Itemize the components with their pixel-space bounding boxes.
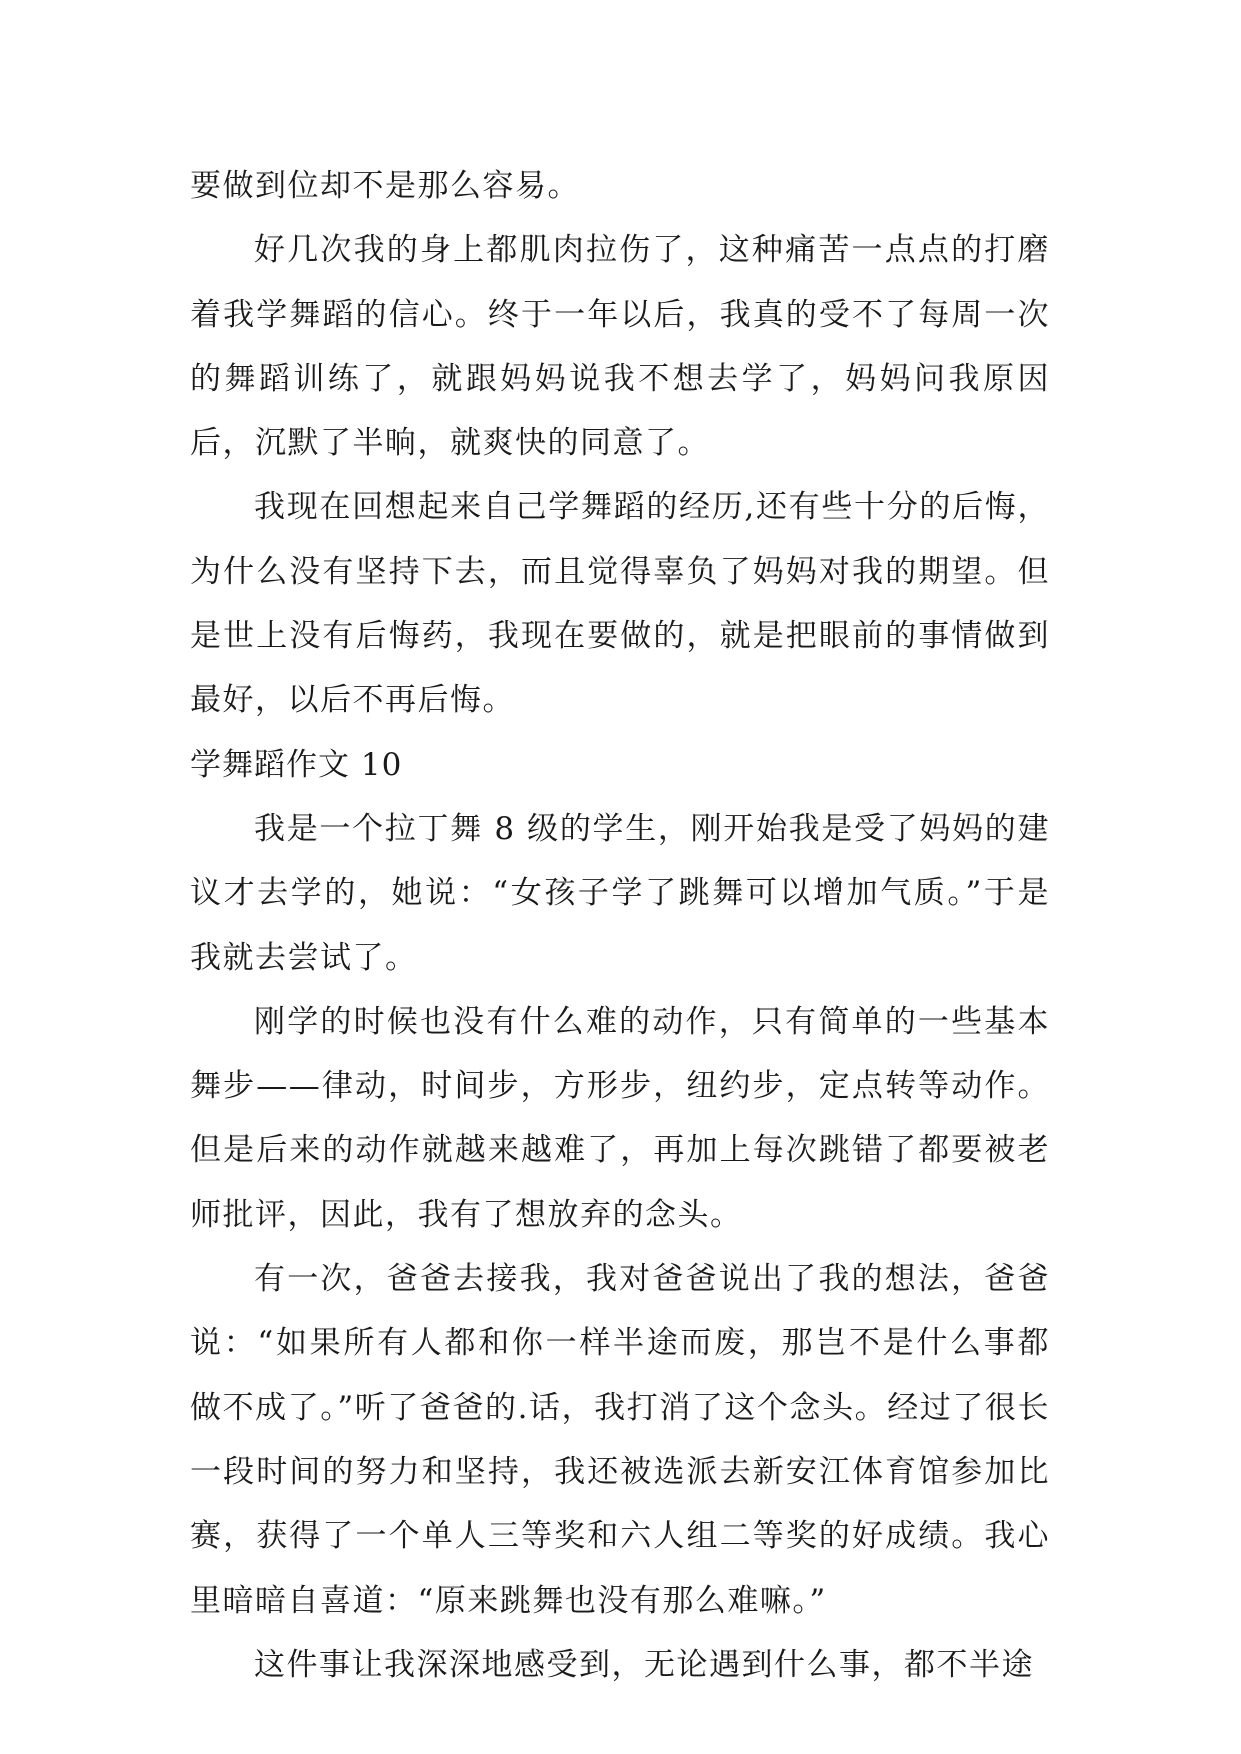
paragraph: 我现在回想起来自己学舞蹈的经历,还有些十分的后悔，为什么没有坚持下去，而且觉得辜负了妈妈对我的期望。但是世上没有后悔药，我现在要做的，就是把眼前的事情做到最好，以后不再后悔。 — [190, 489, 1050, 719]
document-body — [190, 154, 1050, 1697]
paragraph: 刚学的时候也没有什么难的动作，只有简单的一些基本舞步——律动，时间步，方形步，纽约步，定点转等动作。但是后来的动作就越来越难了，再加上每次跳错了都要被老师批评，因此，我有了想放弃的念头。 — [190, 1003, 1050, 1233]
paragraph: 好几次我的身上都肌肉拉伤了，这种痛苦一点点的打磨着我学舞蹈的信心。终于一年以后，我真的受不了每周一次的舞蹈训练了，就跟妈妈说我不想去学了，妈妈问我原因后，沉默了半晌，就爽快的同意了。 — [190, 232, 1050, 462]
paragraph-truncated: 这件事让我深深地感受到，无论遇到什么事，都不半途 — [254, 1646, 1034, 1683]
section-heading: 学舞蹈作文 10 — [190, 746, 403, 783]
paragraph: 我是一个拉丁舞 8 级的学生，刚开始我是受了妈妈的建议才去学的，她说：“女孩子学了跳舞可以增加气质。”于是我就去尝试了。 — [190, 810, 1050, 976]
paragraph-continuation: 要做到位却不是那么容易。 — [190, 168, 580, 204]
paragraph: 有一次，爸爸去接我，我对爸爸说出了我的想法，爸爸说：“如果所有人都和你一样半途而废，那岂不是什么事都做不成了。”听了爸爸的.话，我打消了这个念头。经过了很长一段时间的努力和坚持，我还被选派去新安江体育馆参加比赛，获得了一个单人三等奖和六人组二等奖的好成绩。我心里暗暗自喜道：“原来跳舞也没有那么难嘛。” — [190, 1261, 1050, 1619]
